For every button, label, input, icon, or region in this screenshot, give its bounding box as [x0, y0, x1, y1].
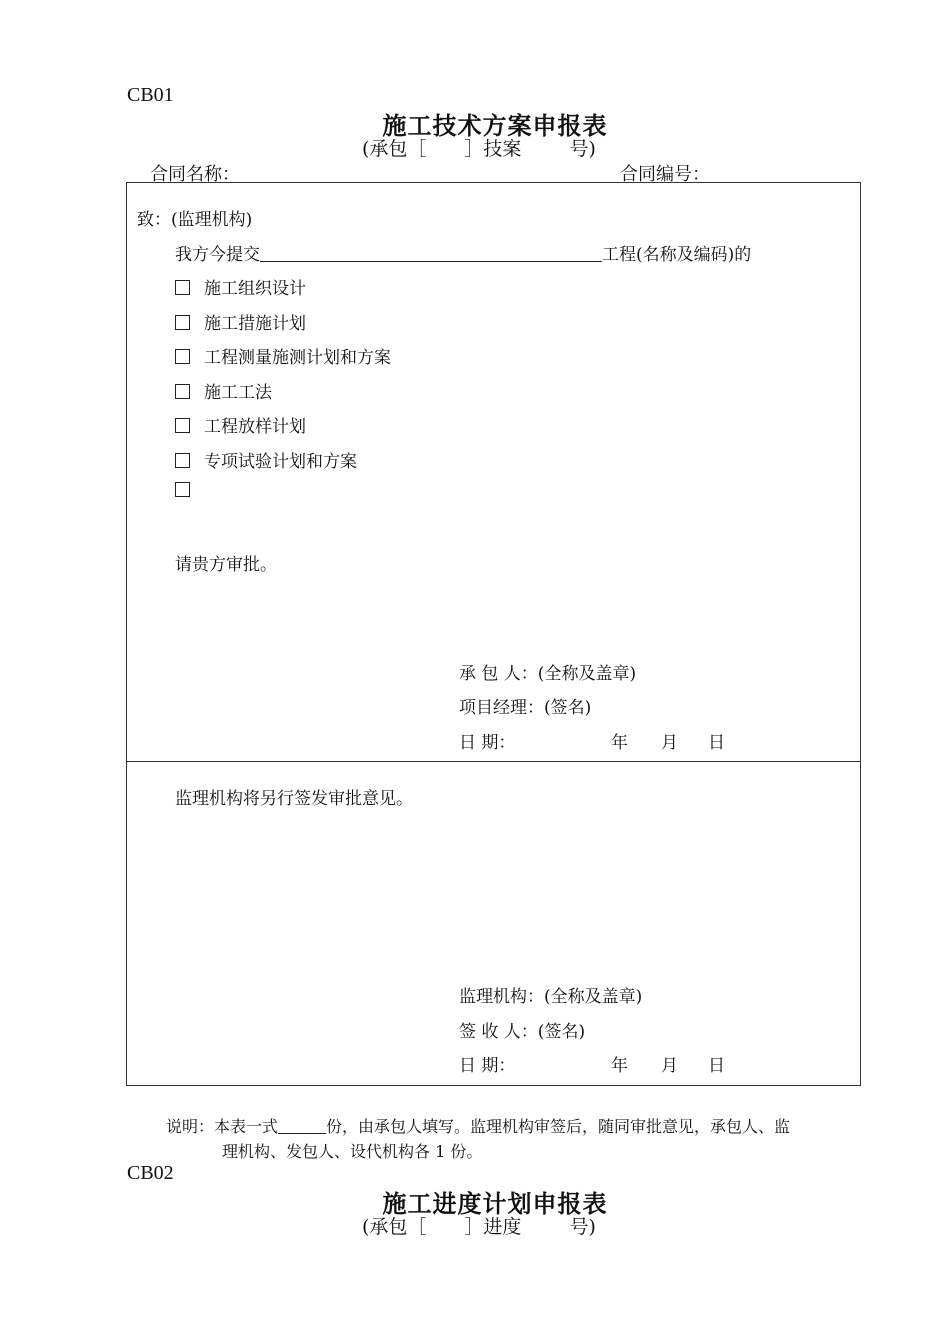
copies-blank[interactable] — [278, 1118, 326, 1134]
submit-line — [175, 240, 751, 265]
option-label: 施工措施计划 — [204, 314, 306, 334]
project-name-blank[interactable] — [260, 246, 602, 262]
option-row[interactable] — [175, 447, 357, 472]
date-label: 日 期： — [459, 733, 516, 753]
option-label: 施工组织设计 — [204, 279, 306, 299]
contract-number-label: 合同编号： — [620, 164, 710, 185]
form-title-1: 施工技术方案申报表 — [382, 111, 608, 140]
subtitle-left: (承包［ — [362, 138, 427, 160]
checkbox[interactable] — [175, 482, 190, 497]
note-suffix: 份，由承包人填写。监理机构审签后，随同审批意见，承包人、监 — [326, 1117, 791, 1136]
receiver-signature-label: 签 收 人：(签名) — [459, 1022, 586, 1042]
checkbox[interactable] — [175, 280, 190, 295]
day-label: 日 — [708, 1056, 725, 1076]
note-prefix: 说明：本表一式 — [166, 1117, 279, 1136]
review-text: 监理机构将另行签发审批意见。 — [175, 789, 413, 809]
subtitle-right: 号) — [569, 1216, 596, 1238]
supervisor-signature-label: 监理机构：(全称及盖章) — [459, 987, 643, 1007]
checkbox[interactable] — [175, 384, 190, 399]
subtitle-mid: ］技案 — [464, 138, 522, 160]
form-code-cb01: CB01 — [127, 84, 174, 106]
submission-section — [126, 182, 861, 762]
contract-name-label: 合同名称： — [150, 164, 240, 185]
month-label: 月 — [661, 733, 678, 753]
form-title-2: 施工进度计划申报表 — [382, 1189, 608, 1218]
form-subtitle-1 — [362, 134, 596, 161]
subtitle-right: 号) — [569, 138, 596, 160]
option-row[interactable] — [175, 343, 391, 368]
option-row[interactable] — [175, 309, 306, 334]
option-row[interactable] — [175, 378, 272, 403]
option-label: 工程测量施测计划和方案 — [204, 348, 391, 368]
year-label: 年 — [611, 1056, 628, 1076]
request-text: 请贵方审批。 — [175, 555, 277, 575]
note-line-2: 理机构、发包人、设代机构各 1 份。 — [222, 1142, 483, 1161]
addressee-line: 致：(监理机构) — [137, 210, 253, 230]
year-label: 年 — [611, 733, 628, 753]
form-code-cb02: CB02 — [127, 1162, 174, 1184]
form-subtitle-2 — [362, 1212, 596, 1239]
submit-suffix: 工程(名称及编码)的 — [602, 245, 752, 265]
checkbox[interactable] — [175, 453, 190, 468]
day-label: 日 — [708, 733, 725, 753]
checkbox[interactable] — [175, 315, 190, 330]
option-row[interactable] — [175, 481, 204, 501]
option-row[interactable] — [175, 412, 306, 437]
note-line-1 — [166, 1114, 790, 1137]
submit-prefix: 我方今提交 — [175, 245, 260, 265]
subtitle-mid: ］进度 — [464, 1216, 522, 1238]
month-label: 月 — [661, 1056, 678, 1076]
date-label: 日 期： — [459, 1056, 516, 1076]
checkbox[interactable] — [175, 349, 190, 364]
checkbox[interactable] — [175, 418, 190, 433]
review-section — [126, 761, 861, 1086]
option-label: 专项试验计划和方案 — [204, 452, 357, 472]
subtitle-left: (承包［ — [362, 1216, 427, 1238]
option-label: 施工工法 — [204, 383, 272, 403]
option-row[interactable] — [175, 274, 306, 299]
option-label: 工程放样计划 — [204, 417, 306, 437]
contractor-signature-label: 承 包 人：(全称及盖章) — [459, 664, 637, 684]
project-manager-label: 项目经理：(签名) — [459, 698, 592, 718]
